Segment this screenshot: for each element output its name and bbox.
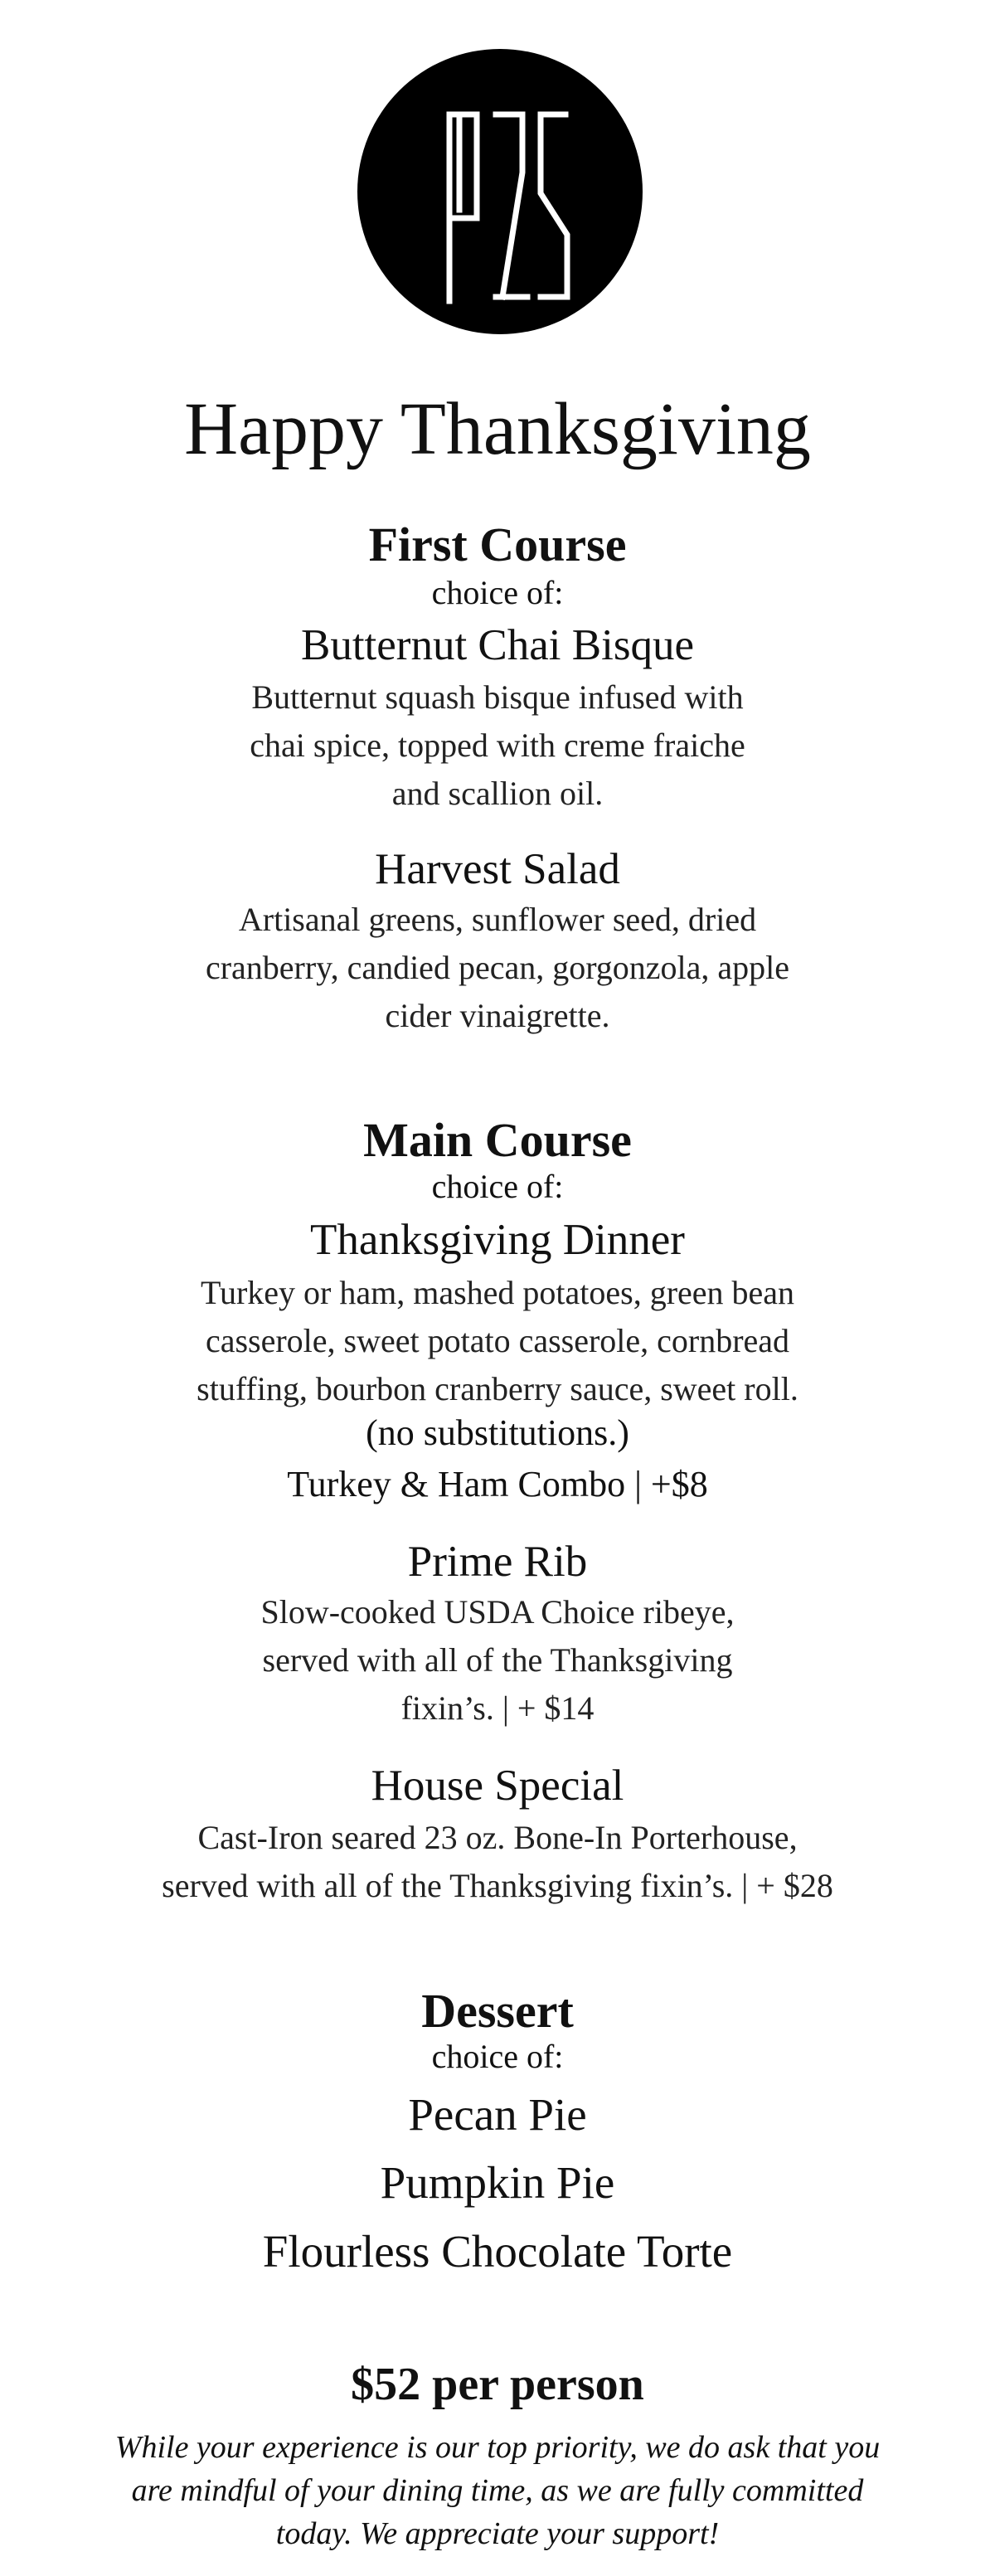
no-substitutions-note: (no substitutions.) — [366, 1412, 629, 1453]
desc-line: cranberry, candied pecan, gorgonzola, apple — [205, 949, 790, 986]
price-per-person: $52 per person — [351, 2359, 644, 2410]
dessert-choice-label: choice of: — [431, 2038, 564, 2075]
desc-line: Cast-Iron seared 23 oz. Bone-In Porterhouse, — [197, 1819, 798, 1856]
dessert-heading: Dessert — [421, 1984, 574, 2038]
desc-line: stuffing, bourbon cranberry sauce, sweet roll. — [197, 1370, 798, 1407]
first-course-heading: First Course — [368, 518, 627, 571]
item-house-special-name: House Special — [371, 1762, 624, 1810]
page-title: Happy Thanksgiving — [184, 388, 811, 470]
item-butternut-chai-bisque-name: Butternut Chai Bisque — [300, 621, 695, 669]
dessert-item-flourless-chocolate-torte: Flourless Chocolate Torte — [262, 2226, 733, 2277]
item-thanksgiving-dinner-desc — [0, 1269, 995, 1413]
footer-line: today. We appreciate your support! — [275, 2516, 720, 2551]
item-harvest-salad-name: Harvest Salad — [375, 845, 620, 893]
desc-line: Turkey or ham, mashed potatoes, green bean — [200, 1274, 795, 1311]
item-thanksgiving-dinner-name: Thanksgiving Dinner — [310, 1216, 685, 1264]
first-course-choice-label: choice of: — [431, 574, 564, 611]
main-course-heading: Main Course — [363, 1113, 632, 1167]
p25-logo-icon — [357, 48, 643, 335]
item-house-special-desc — [0, 1814, 995, 1910]
footer-note — [0, 2426, 995, 2555]
desc-line: casserole, sweet potato casserole, cornbread — [205, 1322, 790, 1359]
desc-line: served with all of the Thanksgiving fixin’s. | + $28 — [162, 1867, 833, 1904]
desc-line: cider vinaigrette. — [385, 997, 610, 1034]
desc-line: Artisanal greens, sunflower seed, dried — [238, 901, 757, 938]
desc-line: and scallion oil. — [391, 775, 604, 812]
item-harvest-salad-desc — [0, 896, 995, 1040]
main-course-choice-label: choice of: — [431, 1168, 564, 1205]
logo — [357, 48, 643, 335]
item-butternut-chai-bisque-desc — [0, 673, 995, 818]
dessert-item-pecan-pie: Pecan Pie — [408, 2089, 587, 2140]
desc-line: chai spice, topped with creme fraiche — [250, 727, 745, 764]
dessert-item-pumpkin-pie: Pumpkin Pie — [380, 2157, 615, 2208]
footer-line: are mindful of your dining time, as we are fully committed — [131, 2473, 864, 2508]
turkey-ham-combo: Turkey & Ham Combo | +$8 — [287, 1464, 708, 1504]
desc-line: fixin’s. | + $14 — [400, 1689, 595, 1727]
item-prime-rib-name: Prime Rib — [407, 1538, 588, 1586]
desc-line: Butternut squash bisque infused with — [251, 678, 744, 716]
desc-line: Slow-cooked USDA Choice ribeye, — [260, 1593, 735, 1631]
item-prime-rib-desc — [0, 1588, 995, 1733]
footer-line: While your experience is our top priority, we do ask that you — [114, 2430, 881, 2465]
desc-line: served with all of the Thanksgiving — [262, 1641, 733, 1679]
